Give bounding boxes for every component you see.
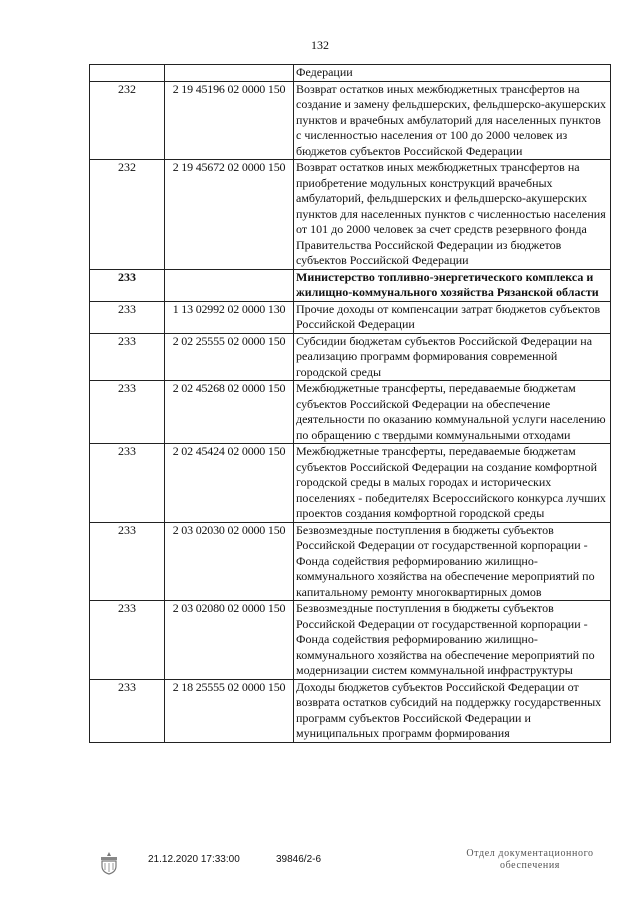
row-admin-code: 233 (90, 381, 165, 444)
table-body (90, 65, 611, 743)
table-row (90, 444, 611, 523)
table-row (90, 333, 611, 381)
table-row (90, 160, 611, 270)
row-kbk-code (165, 269, 294, 301)
row-admin-code: 233 (90, 522, 165, 601)
row-kbk-code: 2 18 25555 02 0000 150 (165, 679, 294, 742)
row-description: Министерство топливно-энергетического комплекса и жилищно-коммунального хозяйства Рязанской области (294, 269, 611, 301)
row-description: Межбюджетные трансферты, передаваемые бюджетам субъектов Российской Федерации на обеспечение деятельности по оказанию коммунальной услуги населению по обращению с твердыми коммунальными отходами (294, 381, 611, 444)
row-admin-code: 233 (90, 301, 165, 333)
footer-doc-number: 39846/2-6 (276, 854, 322, 865)
row-kbk-code: 2 19 45196 02 0000 150 (165, 81, 294, 160)
table-row (90, 65, 611, 82)
row-kbk-code: 2 02 25555 02 0000 150 (165, 333, 294, 381)
row-description: Возврат остатков иных межбюджетных трансфертов на приобретение модульных конструкций врачебных амбулаторий, фельдшерских и фельдшерско-акушерских пунктов для населенных пунктов с численностью населения от 101 до 2000 человек за счет средств резервного фонда Правительства Российской Федерации из бюджетов субъектов Российской Федерации (294, 160, 611, 270)
row-description: Безвозмездные поступления в бюджеты субъектов Российской Федерации от государственной корпорации - Фонда содействия реформированию жилищно-коммунального хозяйства на обеспечение мероприятий по модернизации систем коммунальной инфраструктуры (294, 601, 611, 680)
row-admin-code: 233 (90, 601, 165, 680)
row-admin-code: 232 (90, 81, 165, 160)
row-admin-code: 233 (90, 444, 165, 523)
row-kbk-code: 2 02 45424 02 0000 150 (165, 444, 294, 523)
table-row (90, 81, 611, 160)
footer-datetime: 21.12.2020 17:33:00 (148, 854, 240, 865)
row-admin-code (90, 65, 165, 82)
row-description: Доходы бюджетов субъектов Российской Федерации от возврата остатков субсидий на поддержку государственных программ субъектов Российской Федерации и муниципальных программ формирования (294, 679, 611, 742)
row-kbk-code: 2 03 02030 02 0000 150 (165, 522, 294, 601)
table-row (90, 301, 611, 333)
row-admin-code: 233 (90, 679, 165, 742)
page-footer (0, 848, 640, 888)
row-description: Федерации (294, 65, 611, 82)
row-kbk-code: 2 19 45672 02 0000 150 (165, 160, 294, 270)
page-number: 132 (311, 38, 329, 52)
row-kbk-code (165, 65, 294, 82)
row-description: Межбюджетные трансферты, передаваемые бюджетам субъектов Российской Федерации на создание комфортной городской среды в малых городах и исторических поселениях - победителях Всероссийского конкурса лучших проектов создания комфортной городской среды (294, 444, 611, 523)
row-kbk-code: 2 03 02080 02 0000 150 (165, 601, 294, 680)
row-admin-code: 232 (90, 160, 165, 270)
row-kbk-code: 1 13 02992 02 0000 130 (165, 301, 294, 333)
row-admin-code: 233 (90, 333, 165, 381)
row-admin-code: 233 (90, 269, 165, 301)
revenue-codes-table (89, 64, 611, 743)
row-description: Прочие доходы от компенсации затрат бюджетов субъектов Российской Федерации (294, 301, 611, 333)
footer-department: Отдел документационного обеспечения (466, 848, 594, 871)
table-row (90, 269, 611, 301)
table-row (90, 381, 611, 444)
row-kbk-code: 2 02 45268 02 0000 150 (165, 381, 294, 444)
table-row (90, 601, 611, 680)
row-description: Безвозмездные поступления в бюджеты субъектов Российской Федерации от государственной корпорации - Фонда содействия реформированию жилищно-коммунального хозяйства на обеспечение мероприятий по капитальному ремонту многоквартирных домов (294, 522, 611, 601)
row-description: Возврат остатков иных межбюджетных трансфертов на создание и замену фельдшерских, фельдшерско-акушерских пунктов и врачебных амбулаторий для населенных пунктов с численностью населения от 100 до 2000 человек из бюджетов субъектов Российской Федерации (294, 81, 611, 160)
table-row (90, 522, 611, 601)
table-row (90, 679, 611, 742)
coat-of-arms-icon (96, 850, 122, 876)
row-description: Субсидии бюджетам субъектов Российской Федерации на реализацию программ формирования современной городской среды (294, 333, 611, 381)
